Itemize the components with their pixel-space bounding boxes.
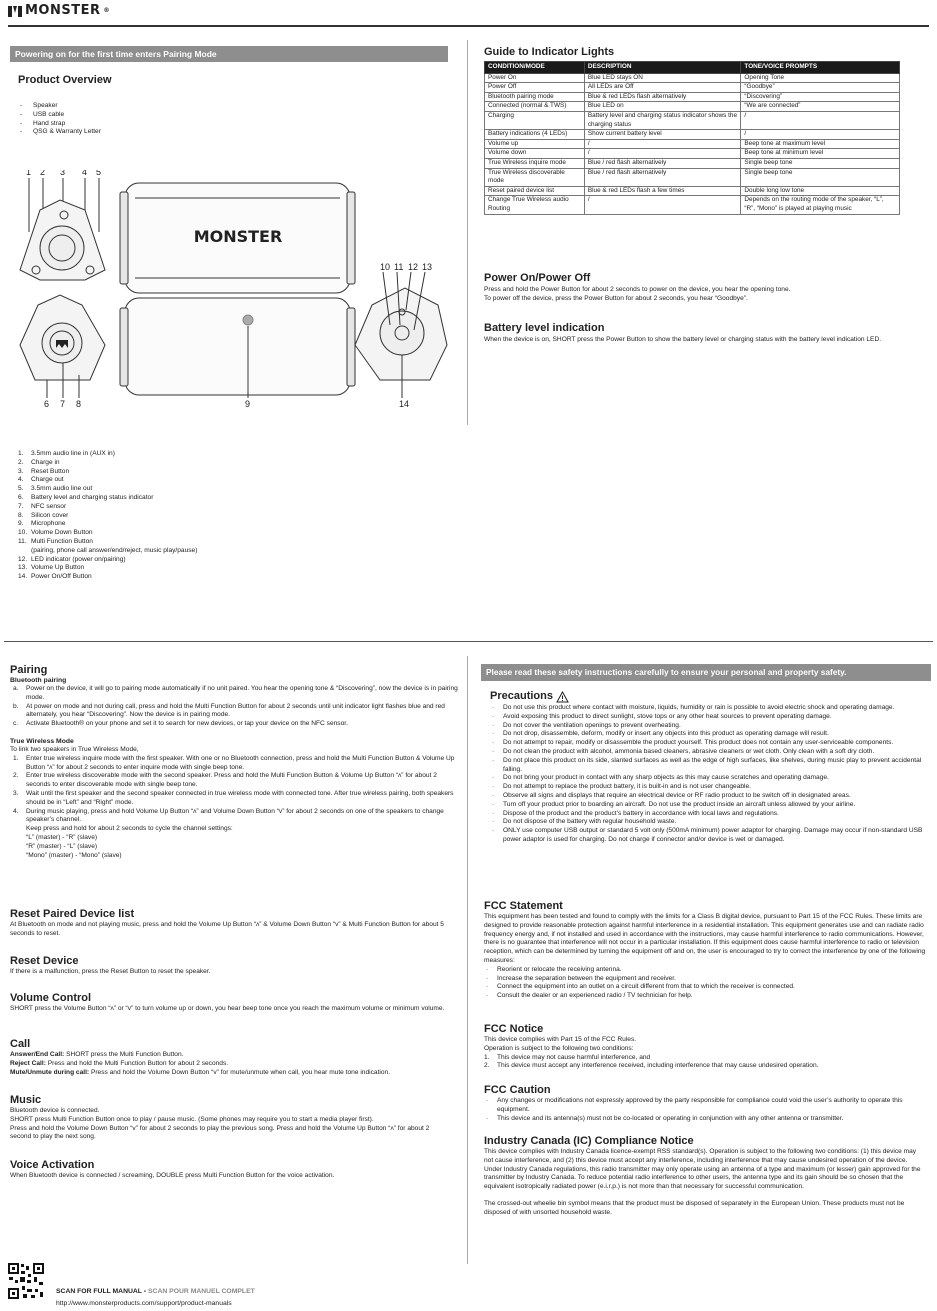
list-item: c. Activate Bluetooth® on your phone and set it to search for new devices, or tap your device on the NFC sensor. bbox=[13, 720, 348, 728]
paragraph: This equipment has been tested and found to comply with the limits for a Class B digital device, pursuant to Part 15 of the FCC Rules. These limits are designed to provide reasonable protection against harmful interference in a residential installation. This equipment generates use and can radiate radio frequency energy and, if not installed and used in accordance with the instructions, may cause harmful interference to radio communications. However, there is no guarantee that interference will not occur in a particular installation. If this equipment does cause harmful interference to radio or television reception, which can be determined by turning the equipment off and on, the user is encouraged to try to correct the interference by one of the following measures: bbox=[484, 913, 926, 964]
paragraph: Keep press and hold for about 2 seconds to cycle the channel settings: bbox=[26, 825, 233, 833]
list-item: 12. LED indicator (power on/pairing) bbox=[18, 555, 126, 563]
table-cell: Blue & red LEDs flash alternatively bbox=[584, 92, 741, 102]
paragraph: Operation is subject to the following two conditions: bbox=[484, 1044, 634, 1052]
list-item: 1. Enter true wireless inquire mode with the first speaker. With one or no Bluetooth connection, press and hold the Multi Function Button & Volume Up Button “ᴧ” for about 2 seconds to enter inquire mode with single beep tone. bbox=[13, 754, 455, 771]
table-row bbox=[485, 186, 900, 196]
list-item: 3. Wait until the first speaker and the second speaker connected in true wireless mode with connected tone. After true wireless pairing, both speakers should be in “Left” and “Right” mode. bbox=[13, 789, 454, 806]
paragraph: “Mono” (master) - “Mono” (slave) bbox=[26, 851, 122, 859]
list-item: 8. Silicon cover bbox=[18, 511, 69, 519]
voice-title: Voice Activation bbox=[10, 1159, 95, 1171]
table-cell: Single beep tone bbox=[741, 158, 900, 168]
list-item: 4. Charge out bbox=[18, 476, 64, 484]
table-row bbox=[485, 196, 900, 214]
list-item: · Increase the separation between the equipment and receiver. bbox=[484, 975, 926, 984]
list-item: · Reorient or relocate the receiving antenna. bbox=[484, 966, 926, 975]
paragraph: Press and hold the Power Button for about 2 seconds to power on the device, you hear the opening tone. bbox=[484, 286, 791, 293]
list-item: 9. Microphone bbox=[18, 520, 66, 528]
table-cell: Blue LED stays ON bbox=[584, 73, 741, 83]
table-cell: / bbox=[584, 196, 741, 214]
callout-9: 9 bbox=[245, 399, 251, 409]
table-cell: Power Off bbox=[485, 83, 585, 93]
column-divider-bottom bbox=[467, 656, 468, 1264]
fcc-statement-title: FCC Statement bbox=[484, 900, 563, 912]
list-item: 1. This device may not cause harmful interference, and bbox=[484, 1053, 651, 1061]
callout-4: 4 bbox=[82, 170, 88, 177]
safety-banner: Please read these safety instructions carefully to ensure your personal and property safety. bbox=[481, 664, 931, 681]
table-cell: / bbox=[584, 149, 741, 159]
list-item: · Do not bring your product in contact with any sharp objects as this may cause scratches and operating damage. bbox=[490, 774, 930, 783]
table-cell: Beep tone at minimum level bbox=[741, 149, 900, 159]
callout-8: 8 bbox=[76, 399, 82, 409]
bt-list bbox=[10, 685, 458, 729]
header-rule bbox=[8, 25, 929, 27]
list-item: 10. Volume Down Button bbox=[18, 529, 93, 537]
warning-icon bbox=[556, 691, 569, 703]
speaker-logo bbox=[194, 227, 283, 246]
table-cell: / bbox=[741, 111, 900, 129]
list-item: · Turn off your product prior to boarding an aircraft. Do not use the product inside an aircraft unless allowed by your airline. bbox=[490, 801, 930, 810]
list-item: 5. 3.5mm audio line out bbox=[18, 485, 93, 493]
table-cell: Reset paired device list bbox=[485, 186, 585, 196]
table-cell: Blue & red LEDs flash a few times bbox=[584, 186, 741, 196]
table-cell: Opening Tone bbox=[741, 73, 900, 83]
list-item: 7. NFC sensor bbox=[18, 502, 67, 510]
manual-link[interactable]: http://www.monsterproducts.com/support/product-manuals bbox=[56, 1300, 232, 1307]
table-cell: Blue / red flash alternatively bbox=[584, 158, 741, 168]
page-rule bbox=[4, 641, 933, 642]
paragraph: Reject Call: Press and hold the Multi Function Button for about 2 seconds. bbox=[10, 1059, 229, 1067]
precautions-list bbox=[490, 704, 930, 845]
pairing-title: Pairing bbox=[10, 664, 48, 676]
paragraph: This device complies with Part 15 of the FCC Rules. bbox=[484, 1036, 637, 1043]
music-title: Music bbox=[10, 1094, 42, 1106]
list-item: 11. Multi Function Button bbox=[18, 537, 93, 545]
table-cell: Depends on the routing mode of the speaker, “L”, “R”, “Mono” is played at playing music bbox=[741, 196, 900, 214]
table-cell: “We are connected” bbox=[741, 102, 900, 112]
callout-1: 1 bbox=[26, 170, 32, 177]
table-cell: “Goodbye” bbox=[741, 83, 900, 93]
list-item: - Hand strap bbox=[20, 120, 220, 129]
table-row bbox=[485, 130, 900, 140]
battery-title: Battery level indication bbox=[484, 322, 605, 334]
subheading: True Wireless Mode bbox=[10, 737, 74, 745]
table-cell: Show current battery level bbox=[584, 130, 741, 140]
power-text bbox=[484, 286, 924, 304]
monster-mark-icon bbox=[8, 6, 22, 17]
table-cell: All LEDs are Off bbox=[584, 83, 741, 93]
list-item: 6. Battery level and charging status indicator bbox=[18, 493, 154, 501]
paragraph: Press and hold the Volume Down Button “ᴠ” for about 2 seconds to play the previous song. Press and hold the Volume Up Button “ᴧ” for about 2 second to play the next song. bbox=[10, 1124, 430, 1141]
table-cell: Connected (normal & TWS) bbox=[485, 102, 585, 112]
music-text bbox=[10, 1107, 450, 1142]
list-item: · Avoid exposing this product to direct sunlight, stove tops or any other heat sources to prevent operating damage. bbox=[490, 713, 930, 722]
table-row bbox=[485, 92, 900, 102]
logo-text: MONSTER bbox=[25, 3, 101, 19]
table-row bbox=[485, 102, 900, 112]
list-item: - Speaker bbox=[20, 102, 220, 111]
list-item: · Any changes or modifications not expressly approved by the party responsible for compliance could void the user’s authority to operate this equipment. bbox=[484, 1097, 924, 1115]
product-diagram bbox=[10, 170, 448, 420]
overview-title: Product Overview bbox=[18, 74, 112, 86]
list-item: 1. 3.5mm audio line in (AUX in) bbox=[18, 450, 115, 457]
paragraph: “R” (master) - “L” (slave) bbox=[26, 842, 98, 850]
paragraph: This device complies with Industry Canada licence-exempt RSS standard(s). Operation is subject to the following two conditions: (1) this device may not cause interference, and (2) this device must accept any interference, including interference that may cause undesired operation of the device. Under Industry Canada regulations, this radio transmitter may only operate using an antenna of a type and maximum (or lesser) gain approved for the transmitter by Industry Canada. To reduce potential radio interference to other users, the antenna type and its gain should be so chosen that the equivalent isotropically radiated power (e.i.r.p.) is not more than that necessary for successful communication. bbox=[484, 1148, 921, 1191]
table-cell: Charging bbox=[485, 111, 585, 129]
table-header: TONE/VOICE PROMPTS bbox=[741, 62, 900, 74]
table-row bbox=[485, 73, 900, 83]
fcc-caution-title: FCC Caution bbox=[484, 1084, 551, 1096]
indicator-table bbox=[484, 61, 900, 215]
precautions-title: Precautions bbox=[490, 690, 569, 703]
callout-14: 14 bbox=[399, 399, 410, 409]
table-row bbox=[485, 83, 900, 93]
voice-text: When Bluetooth device is connected / screaming, DOUBLE press Multi Function Button for the voice activation. bbox=[10, 1172, 335, 1179]
list-item: - USB cable bbox=[20, 111, 220, 120]
list-item: · Do not attempt to repair, modify or disassemble the product yourself. This product does not contain any user-serviceable components. bbox=[490, 739, 930, 748]
table-cell: Change True Wireless audio Routing bbox=[485, 196, 585, 214]
fcc-measures-list bbox=[484, 966, 926, 1001]
fcc-conditions-list bbox=[484, 1054, 924, 1072]
table-cell: Single beep tone bbox=[741, 168, 900, 186]
table-cell: True Wireless inquire mode bbox=[485, 158, 585, 168]
list-item: · Do not place this product on its side, slanted surfaces as well as the edge of high surfaces, like shelves, during music play to prevent accidental falling. bbox=[490, 757, 930, 775]
table-cell: / bbox=[741, 130, 900, 140]
table-row bbox=[485, 158, 900, 168]
list-item: · Observe all signs and displays that require an electrical device or RF radio product to be switch off in designated areas. bbox=[490, 792, 930, 801]
list-item: b. At power on mode and not during call, press and hold the Multi Function Button for about 2 seconds until unit indicator light flashes blue and red alternately, you hear “Discovering”. Now the device is in pairing mode. bbox=[13, 702, 445, 719]
reset-device-title: Reset Device bbox=[10, 955, 79, 967]
logo-reg: ® bbox=[103, 7, 110, 15]
brand-logo bbox=[8, 3, 110, 19]
subheading: Bluetooth pairing bbox=[10, 677, 67, 684]
table-cell: True Wireless discoverable mode bbox=[485, 168, 585, 186]
paragraph: Answer/End Call: SHORT press the Multi Function Button. bbox=[10, 1051, 184, 1058]
list-item: 14. Power On/Off Button bbox=[18, 573, 92, 581]
volume-text: SHORT press the Volume Button “ᴧ” or “ᴠ” to turn volume up or down, you hear beep tone once you reach the maximum volume or minimum volume. bbox=[10, 1005, 445, 1012]
separator: • bbox=[141, 1288, 149, 1295]
callout-6: 6 bbox=[44, 399, 50, 409]
paragraph: Bluetooth device is connected. bbox=[10, 1107, 100, 1114]
parts-list bbox=[18, 450, 438, 582]
list-item: 2. This device must accept any interference received, including interference that may cause undesired operation. bbox=[484, 1062, 819, 1070]
scan-label-en: SCAN FOR FULL MANUAL bbox=[56, 1288, 142, 1295]
list-item: · Do not use this product where contact with moisture, liquids, humidity or rain is possible to avoid electric shock and operating damage. bbox=[490, 704, 930, 713]
call-text bbox=[10, 1051, 458, 1077]
table-cell: Power On bbox=[485, 73, 585, 83]
column-divider-top bbox=[467, 40, 468, 425]
list-item: 3. Reset Button bbox=[18, 467, 70, 475]
table-cell: Volume down bbox=[485, 149, 585, 159]
paragraph: To link two speakers in True Wireless Mode, bbox=[10, 745, 139, 753]
fcc-statement-text bbox=[484, 913, 926, 1001]
table-row bbox=[485, 111, 900, 129]
list-item: 2. Charge in bbox=[18, 458, 60, 466]
list-item: · Do not cover the ventilation openings to prevent overheating. bbox=[490, 722, 930, 731]
list-item: a. Power on the device, it will go to pairing mode automatically if no unit paired. You hear the opening tone & “Discovering”, now the device is in pairing mode. bbox=[13, 685, 458, 701]
list-item: 13. Volume Up Button bbox=[18, 564, 85, 572]
callout-3: 3 bbox=[60, 170, 66, 177]
list-item: · Do not attempt to replace the product battery, it is built-in and is not user changeable. bbox=[490, 783, 930, 792]
indicator-title: Guide to Indicator Lights bbox=[484, 46, 615, 58]
list-item: · This device and its antenna(s) must not be co-located or operating in conjunction with any other antenna or transmitter. bbox=[484, 1115, 924, 1124]
callout-11: 11 bbox=[394, 262, 404, 272]
callout-13: 13 bbox=[422, 262, 433, 272]
svg-text:MONSTER: MONSTER bbox=[193, 227, 283, 246]
overview-list bbox=[20, 102, 220, 137]
list-item: · Do not clean the product with alcohol, ammonia based cleaners, abrasive cleaners or wet cloth. Only clean with a soft dry cloth. bbox=[490, 748, 930, 757]
callout-5: 5 bbox=[96, 170, 102, 177]
table-header: CONDITION/MODE bbox=[485, 62, 585, 74]
fcc-notice-title: FCC Notice bbox=[484, 1023, 544, 1035]
table-row bbox=[485, 149, 900, 159]
table-cell: Volume up bbox=[485, 139, 585, 149]
list-item: · ONLY use computer USB output or standard 5 volt only (500mA minimum) power adaptor for charging. Damage may occur if non-standard USB power adaptor is used for charging. Do not charge if connector and/or device is wet or damaged. bbox=[490, 827, 930, 845]
battery-text: When the device is on, SHORT press the Power Button to show the battery level or charging status with the battery level indication LED. bbox=[484, 336, 882, 343]
fcc-caution-list bbox=[484, 1097, 924, 1123]
callout-7: 7 bbox=[60, 399, 66, 409]
callout-12: 12 bbox=[408, 262, 419, 272]
table-cell: Bluetooth pairing mode bbox=[485, 92, 585, 102]
table-cell: Blue / red flash alternatively bbox=[584, 168, 741, 186]
table-cell: Double long low tone bbox=[741, 186, 900, 196]
paragraph: Mute/Unmute during call: Press and hold the Volume Down Button “ᴠ” for mute/unmute when call, you hear mute tone indication. bbox=[10, 1068, 391, 1076]
reset-device-text: If there is a malfunction, press the Reset Button to reset the speaker. bbox=[10, 968, 211, 975]
list-item: · Dispose of the product and the product’s battery in accordance with local laws and regulations. bbox=[490, 810, 930, 819]
table-row bbox=[485, 168, 900, 186]
call-title: Call bbox=[10, 1038, 31, 1050]
callout-2: 2 bbox=[40, 170, 46, 177]
list-item: (pairing, phone call answer/end/reject, music play/pause) bbox=[31, 546, 198, 554]
list-item: · Connect the equipment into an outlet on a circuit different from that to which the receiver is connected. bbox=[484, 983, 926, 992]
table-cell: / bbox=[584, 139, 741, 149]
list-item: · Do not dispose of the battery with regular household waste. bbox=[490, 818, 930, 827]
list-item: · Do not drop, disassemble, deform, modify or insert any objects into this product as operating damage will result. bbox=[490, 730, 930, 739]
table-cell: “Discovering” bbox=[741, 92, 900, 102]
ic-text bbox=[484, 1148, 926, 1218]
paragraph: The crossed-out wheelie bin symbol means that the product must be disposed of separately in the European Union. These products must not be disposed of with unsorted household waste. bbox=[484, 1199, 905, 1216]
reset-list-text: At Bluetooth on mode and not playing music, press and hold the Volume Up Button “ᴧ” & Volume Down Button “ᴠ” & Multi Function Button for about 5 seconds to reset. bbox=[10, 921, 444, 937]
paragraph: SHORT press Multi Function Button once to play / pause music. (Some phones may require you to start a media player first). bbox=[10, 1115, 374, 1123]
fcc-notice-text bbox=[484, 1036, 924, 1071]
scan-label-fr: SCAN POUR MANUEL COMPLET bbox=[148, 1288, 255, 1295]
list-item: 4. During music playing, press and hold Volume Up Button “ᴧ” and Volume Down Button “ᴠ” for about 2 seconds on one of the speakers to change speaker’s channel. bbox=[13, 807, 444, 824]
pairing-section bbox=[10, 676, 458, 860]
callout-10: 10 bbox=[380, 262, 391, 272]
reset-list-title: Reset Paired Device list bbox=[10, 908, 135, 920]
list-item: · Consult the dealer or an experienced radio / TV technician for help. bbox=[484, 992, 926, 1001]
qr-code-icon bbox=[7, 1262, 45, 1300]
table-row bbox=[485, 139, 900, 149]
ic-title: Industry Canada (IC) Compliance Notice bbox=[484, 1135, 694, 1147]
pairing-mode-banner: Powering on for the first time enters Pairing Mode bbox=[10, 46, 448, 62]
paragraph: To power off the device, press the Power Button for about 2 seconds, you hear “Goodbye”. bbox=[484, 294, 748, 302]
table-cell: Blue LED on bbox=[584, 102, 741, 112]
tws-list bbox=[10, 755, 458, 825]
table-header: DESCRIPTION bbox=[584, 62, 741, 74]
table-cell: Battery indications (4 LEDs) bbox=[485, 130, 585, 140]
volume-title: Volume Control bbox=[10, 992, 92, 1004]
list-item: 2. Enter true wireless discoverable mode with the second speaker. Press and hold the Multi Function Button & Volume Up Button “ᴧ” for about 2 seconds to enter discoverable mode with single beep tone. bbox=[13, 772, 437, 789]
power-title: Power On/Power Off bbox=[484, 272, 591, 284]
table-cell: Beep tone at maximum level bbox=[741, 139, 900, 149]
paragraph: “L” (master) - “R” (slave) bbox=[26, 833, 98, 841]
channel-cycle bbox=[10, 825, 458, 860]
footer-scan bbox=[56, 1288, 255, 1297]
table-cell: Battery level and charging status indicator shows the charging status bbox=[584, 111, 741, 129]
list-item: - QSG & Warranty Letter bbox=[20, 128, 220, 137]
